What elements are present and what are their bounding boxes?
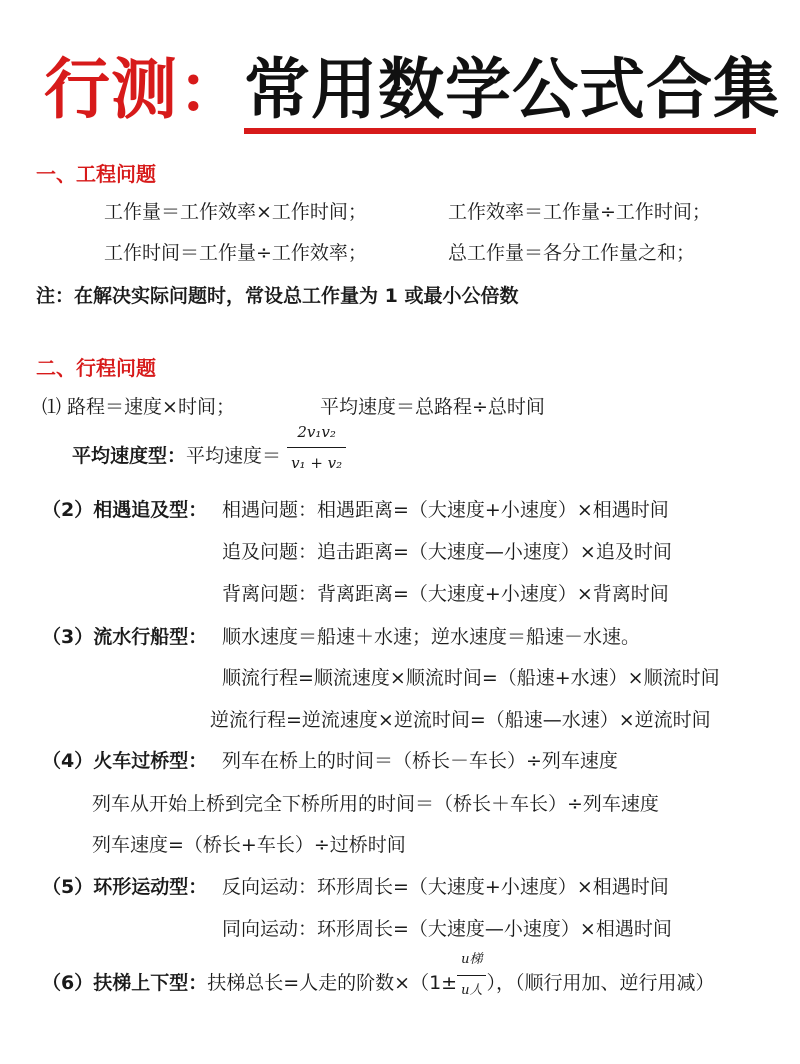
escalator-text-end: ），（顺行用加、逆行用减）	[486, 972, 715, 994]
formula-distance: ⑴ 路程＝速度×时间；	[42, 396, 235, 418]
escalator-label: （6）扶梯上下型：	[42, 972, 208, 994]
escalator-fraction	[457, 947, 486, 1004]
formula-total-workload: 总工作量＝各分工作量之和；	[448, 242, 696, 264]
page-title: 常用数学公式合集	[244, 51, 780, 128]
escalator-denominator: u人	[461, 983, 483, 998]
formula-boat-speeds: 顺水速度＝船速＋水速；逆水速度＝船速－水速。	[222, 626, 641, 648]
train-bridge-label: （4）火车过桥型：	[42, 750, 208, 772]
formula-train-on-bridge: 列车在桥上的时间＝（桥长－车长）÷列车速度	[222, 750, 618, 772]
title-underline	[244, 128, 756, 134]
formula-upstream: 逆流行程=逆流速度×逆流时间=（船速—水速）×逆流时间	[210, 709, 711, 731]
formula-average-speed: 平均速度＝总路程÷总时间	[320, 396, 545, 418]
formula-chasing: 追及问题：追击距离=（大速度—小速度）×追及时间	[222, 541, 672, 563]
escalator-numerator: u梯	[457, 947, 486, 976]
engineering-note: 注：在解决实际问题时，常设总工作量为 1 或最小公倍数	[36, 285, 519, 307]
section-heading-engineering: 一、工程问题	[36, 162, 156, 186]
formula-circular-same: 同向运动：环形周长=（大速度—小速度）×相遇时间	[222, 918, 672, 940]
river-boat-label: （3）流水行船型：	[42, 626, 208, 648]
formula-train-speed: 列车速度=（桥长+车长）÷过桥时间	[92, 834, 406, 856]
formula-meeting: 相遇问题：相遇距离=（大速度+小速度）×相遇时间	[222, 499, 669, 521]
average-speed-label: 平均速度型：	[72, 445, 187, 467]
meeting-chasing-label: （2）相遇追及型：	[42, 499, 208, 521]
formula-train-full-pass: 列车从开始上桥到完全下桥所用的时间＝（桥长＋车长）÷列车速度	[92, 793, 659, 815]
escalator-text: 扶梯总长=人走的阶数×（1±	[207, 972, 458, 994]
formula-circular-opposite: 反向运动：环形周长=（大速度+小速度）×相遇时间	[222, 876, 669, 898]
fraction-denominator: v₁ + v₂	[291, 454, 343, 472]
average-speed-formula-row	[72, 423, 346, 476]
section-heading-travel: 二、行程问题	[36, 356, 156, 380]
circular-motion-label: （5）环形运动型：	[42, 876, 208, 898]
page-title-prefix: 行测：	[44, 51, 245, 128]
formula-departing: 背离问题：背离距离=（大速度+小速度）×背离时间	[222, 583, 669, 605]
average-speed-text: 平均速度＝	[186, 445, 282, 467]
formula-downstream: 顺流行程=顺流速度×顺流时间=（船速+水速）×顺流时间	[222, 667, 720, 689]
fraction-numerator: 2v₁v₂	[287, 419, 346, 448]
formula-efficiency: 工作效率＝工作量÷工作时间；	[448, 201, 711, 223]
formula-worktime: 工作时间＝工作量÷工作效率；	[104, 242, 367, 264]
escalator-formula-row	[42, 952, 715, 1004]
average-speed-fraction	[287, 419, 346, 476]
formula-workload: 工作量＝工作效率×工作时间；	[104, 201, 367, 223]
